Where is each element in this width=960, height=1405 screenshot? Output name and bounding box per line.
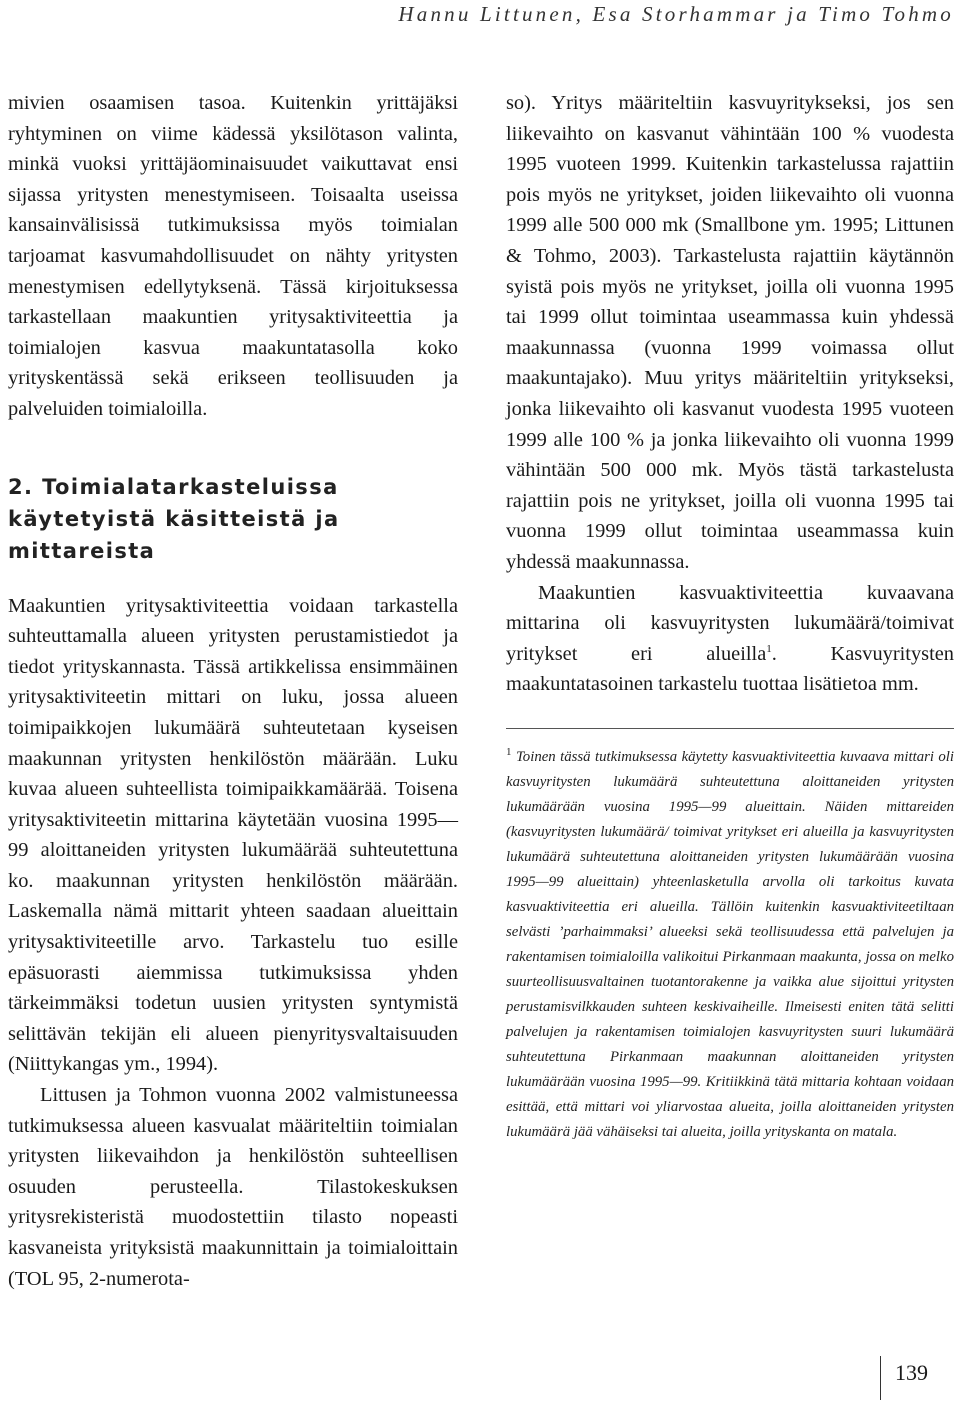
section-heading: 2. Toimialatarkasteluissa käytetyistä käsitteistä ja mittareista [8, 474, 340, 563]
body-paragraph: so). Yritys määriteltiin kasvuyritykseksi, jos sen liikevaihto on kasvanut vähintään 100 % vuodesta 1995 vuoteen 1999. Kuitenkin tarkastelussa rajattiin pois myös ne yritykset, joiden liikevaihto oli vuonna 1999 alle 500 000 mk (Smallbone ym. 1995; Littunen & Tohmo, 2003). Tarkastelusta rajattiin käytännön syistä pois myös ne yritykset, joilla oli vuonna 1995 tai 1999 ollut toimintaa useammassa kuin yhdessä maakunnassa (vuonna 1999 voimassa ollut maakuntajako). Muu yritys määriteltiin yritykseksi, jonka liikevaihto oli kasvanut vuodesta 1995 vuoteen 1999 alle 100 % ja jonka liikevaihto oli vuonna 1999 vähintään 500 000 mk. Myös tästä tarkastelusta rajattiin pois ne yritykset, joilla oli vuonna 1995 tai vuonna 1999 ollut toimintaa useammassa kuin yhdessä maakunnassa. [506, 92, 954, 573]
body-paragraph-with-footnote-ref [506, 578, 954, 700]
paragraph-text: Maakuntien kasvuaktiviteettia kuvaavana mittarina oli kasvuyritysten lukumäärä/toimivat yritykset eri alueilla [506, 581, 954, 665]
body-paragraph: Littusen ja Tohmon vuonna 2002 valmistuneessa tutkimuksessa alueen kasvualat määriteltiin toimialan yritysten liikevaihdon ja henkilöstön suhteellisen osuuden perusteella. Tilastokeskuksen yritysrekisteristä muodostettiin tilasto nopeasti kasvaneista yrityksistä maakunnittain ja toimialoittain (TOL 95, 2-numerota- [8, 1084, 458, 1290]
footnote-divider [506, 728, 954, 729]
page-number-block [880, 1356, 928, 1400]
footnote-text: Toinen tässä tutkimuksessa käytetty kasvuaktiviteettia kuvaava mittari oli kasvuyritysten lukumäärä suhteutettuna aloittaneiden yritysten lukumäärään vuosina 1995—99 alueittain. Näiden mittareiden (kasvuyritysten lukumäärä/ toimivat yritykset eri alueilla ja kasvuyritysten lukumäärä suhteutettuna aloittaneiden yritysten lukumäärään vuosina 1995—99 alueittain) yhteenlasketulla arvolla oli tarkoitus kuvata kasvuaktiviteettia eri alueilla. Tällöin kuitenkin kasvuaktiviteetiltaan selvästi ’parhaimmaksi’ alueeksi sekä teollisuudessa että palvelujen ja rakentamisen toimialoilla valikoitui Pirkanmaan maakunta, jossa on melko suurteollisuusvaltainen tuotantorakenne ja vaikka alue sijoittui yritysten perustamisvilkkauden suhteen keskivaiheille. Ilmeisesti eniten tätä selitti palvelujen ja rakentamisen toimialojen kasvuyritysten suuri lukumäärä suhteutettuna Pirkanmaan maakunnan aloittaneiden yritysten lukumäärään vuosina 1995—99. Kritiikkinä tätä mittaria kohtaan voidaan esittää, että mittari voi yliarvostaa alueita, joilla aloittaneiden yritysten lukumäärä jää vähäiseksi tai alueita, joilla yrityskanta on matala. [506, 748, 955, 1140]
page-number: 139 [895, 1360, 928, 1385]
footnote-reference[interactable]: 1 [766, 642, 772, 655]
left-column [8, 88, 458, 1294]
body-paragraph: Maakuntien yritysaktiviteettia voidaan tarkastella suhteuttamalla alueen yritysten perustamistiedot ja tiedot yrityskannasta. Tässä artikkelissa ensimmäinen yritysaktiviteetin mittari on luku, jossa alueen toimipaikkojen lukumäärä suhteutetaan kyseisen maakunnan yritysten henkilöstön määrään. Luku kuvaa alueen suhteellista toimipaikkamäärää. Toisena yritysaktiviteetin mittarina käytetään vuosina 1995—99 aloittaneiden yritysten lukumäärää suhteutettuna ko. maakunnan yritysten henkilöstön määrään. Laskemalla nämä mittarit yhteen saadaan alueittain yritysaktiviteetille arvo. Tarkastelu tuo esille epäsuorasti aiemmissa tutkimuksissa yhden tärkeimmäksi todetun uusien yritysten syntymistä selittävän tekijän eli alueen pienyritysvaltaisuuden (Niittykangas ym., 1994). [8, 594, 458, 1076]
paragraph-text: . Kasvuyritysten maakuntatasoinen tarkastelu tuottaa lisätietoa mm. [506, 642, 954, 696]
right-column [506, 88, 954, 1145]
running-header: Hannu Littunen, Esa Storhammar ja Timo Tohmo [398, 2, 954, 26]
footnote-number: 1 [506, 745, 512, 758]
body-paragraph: mivien osaamisen tasoa. Kuitenkin yrittäjäksi ryhtyminen on viime kädessä yksilötason valinta, minkä vuoksi yrittäjäominaisuudet vaikuttavat ensi sijassa yritysten menestymiseen. Toisaalta useissa kansainvälisissä tutkimuksissa myös toimialan tarjoamat kasvumahdollisuudet on nähty yritysten menestymisen edellytyksenä. Tässä kirjoituksessa tarkastellaan maakuntien yritysaktiviteettia ja toimialojen kasvua maakuntatasolla koko yrityskentässä sekä erikseen teollisuuden ja palveluiden toimialoilla. [8, 92, 458, 420]
footnote [506, 745, 954, 1145]
